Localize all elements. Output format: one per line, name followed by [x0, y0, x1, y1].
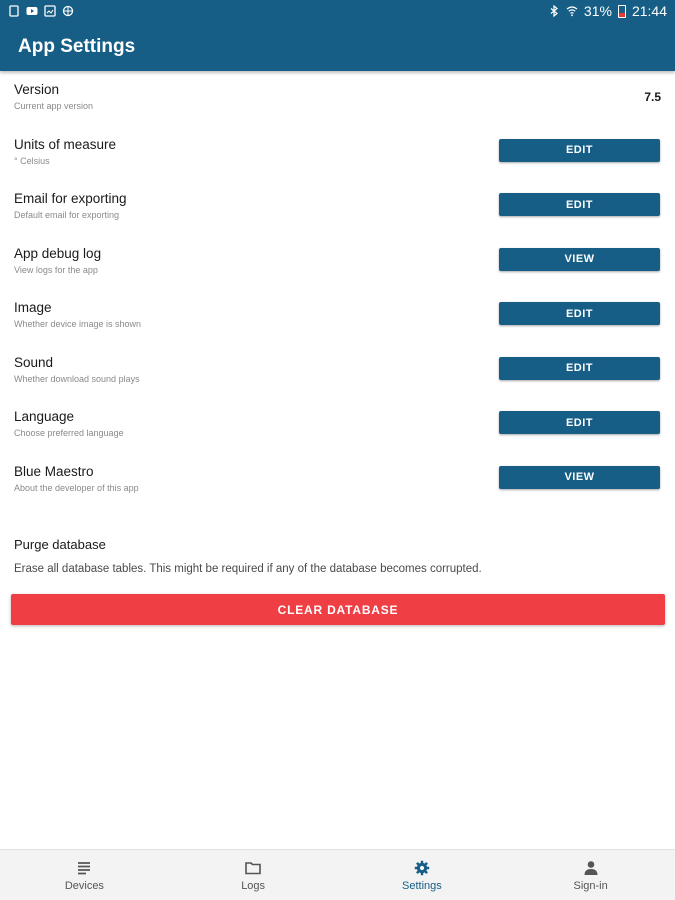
bottom-nav: [0, 849, 675, 900]
edit-image-button[interactable]: EDIT: [499, 302, 660, 325]
setting-row-developer: [0, 453, 675, 508]
edit-units-button[interactable]: EDIT: [499, 139, 660, 162]
view-developer-button[interactable]: VIEW: [499, 466, 660, 489]
nav-item-settings[interactable]: [338, 850, 507, 900]
setting-description: Whether device image is shown: [14, 319, 142, 329]
setting-label: Sound: [14, 354, 54, 370]
nav-label: Sign-in: [573, 879, 608, 892]
view-debug-log-button[interactable]: VIEW: [499, 248, 660, 271]
battery-icon: [618, 5, 626, 18]
purge-title: Purge database: [14, 537, 106, 552]
sim-icon: [8, 5, 20, 17]
app-bar: [0, 22, 675, 71]
setting-label: Units of measure: [14, 136, 117, 152]
setting-label: Image: [14, 300, 52, 315]
gallery-icon: [44, 5, 56, 17]
setting-description: Default email for exporting: [14, 210, 120, 220]
nav-item-logs[interactable]: [169, 850, 338, 900]
nav-label: Logs: [241, 879, 266, 892]
wifi-icon: [566, 5, 578, 17]
list-icon: [75, 859, 93, 877]
status-left: [8, 5, 74, 17]
setting-label: Email for exporting: [14, 191, 127, 206]
setting-label: App debug log: [14, 245, 102, 261]
settings-list: [0, 71, 675, 507]
status-bar: [0, 0, 675, 22]
setting-row-version: [0, 71, 675, 126]
setting-description: Whether download sound plays: [14, 373, 140, 384]
setting-description: Choose preferred language: [14, 428, 124, 438]
setting-description: View logs for the app: [14, 264, 98, 275]
nav-item-devices[interactable]: [0, 850, 169, 900]
gear-icon: [413, 859, 431, 877]
setting-row-sound: [0, 344, 675, 399]
clear-database-button[interactable]: CLEAR DATABASE: [11, 594, 665, 625]
setting-description: About the developer of this app: [14, 482, 139, 493]
folder-icon: [244, 859, 262, 877]
status-right: [548, 3, 667, 19]
setting-row-units: [0, 126, 675, 181]
battery-percent: 31%: [583, 3, 612, 19]
nav-label: Settings: [402, 879, 442, 892]
setting-description: Current app version: [14, 101, 94, 111]
setting-row-email: [0, 180, 675, 235]
edit-language-button[interactable]: EDIT: [499, 411, 660, 434]
bluetooth-icon: [548, 5, 560, 17]
edit-email-button[interactable]: EDIT: [499, 193, 660, 216]
setting-row-image: [0, 289, 675, 344]
clock: 21:44: [631, 3, 667, 19]
page-title: App Settings: [18, 35, 136, 57]
setting-description: ° Celsius: [14, 155, 50, 166]
setting-row-debug-log: [0, 235, 675, 290]
nav-item-sign-in[interactable]: [506, 850, 675, 900]
setting-label: Blue Maestro: [14, 463, 94, 479]
version-value: 7.5: [644, 90, 661, 104]
settings-app-icon: [62, 5, 74, 17]
edit-sound-button[interactable]: EDIT: [499, 357, 660, 380]
setting-row-language: [0, 398, 675, 453]
setting-label: Language: [14, 409, 75, 424]
youtube-icon: [26, 5, 38, 17]
setting-label: Version: [14, 82, 60, 97]
purge-description: Erase all database tables. This might be required if any of the database becomes corrupted.: [14, 563, 482, 575]
nav-label: Devices: [64, 879, 104, 892]
person-icon: [582, 859, 600, 877]
